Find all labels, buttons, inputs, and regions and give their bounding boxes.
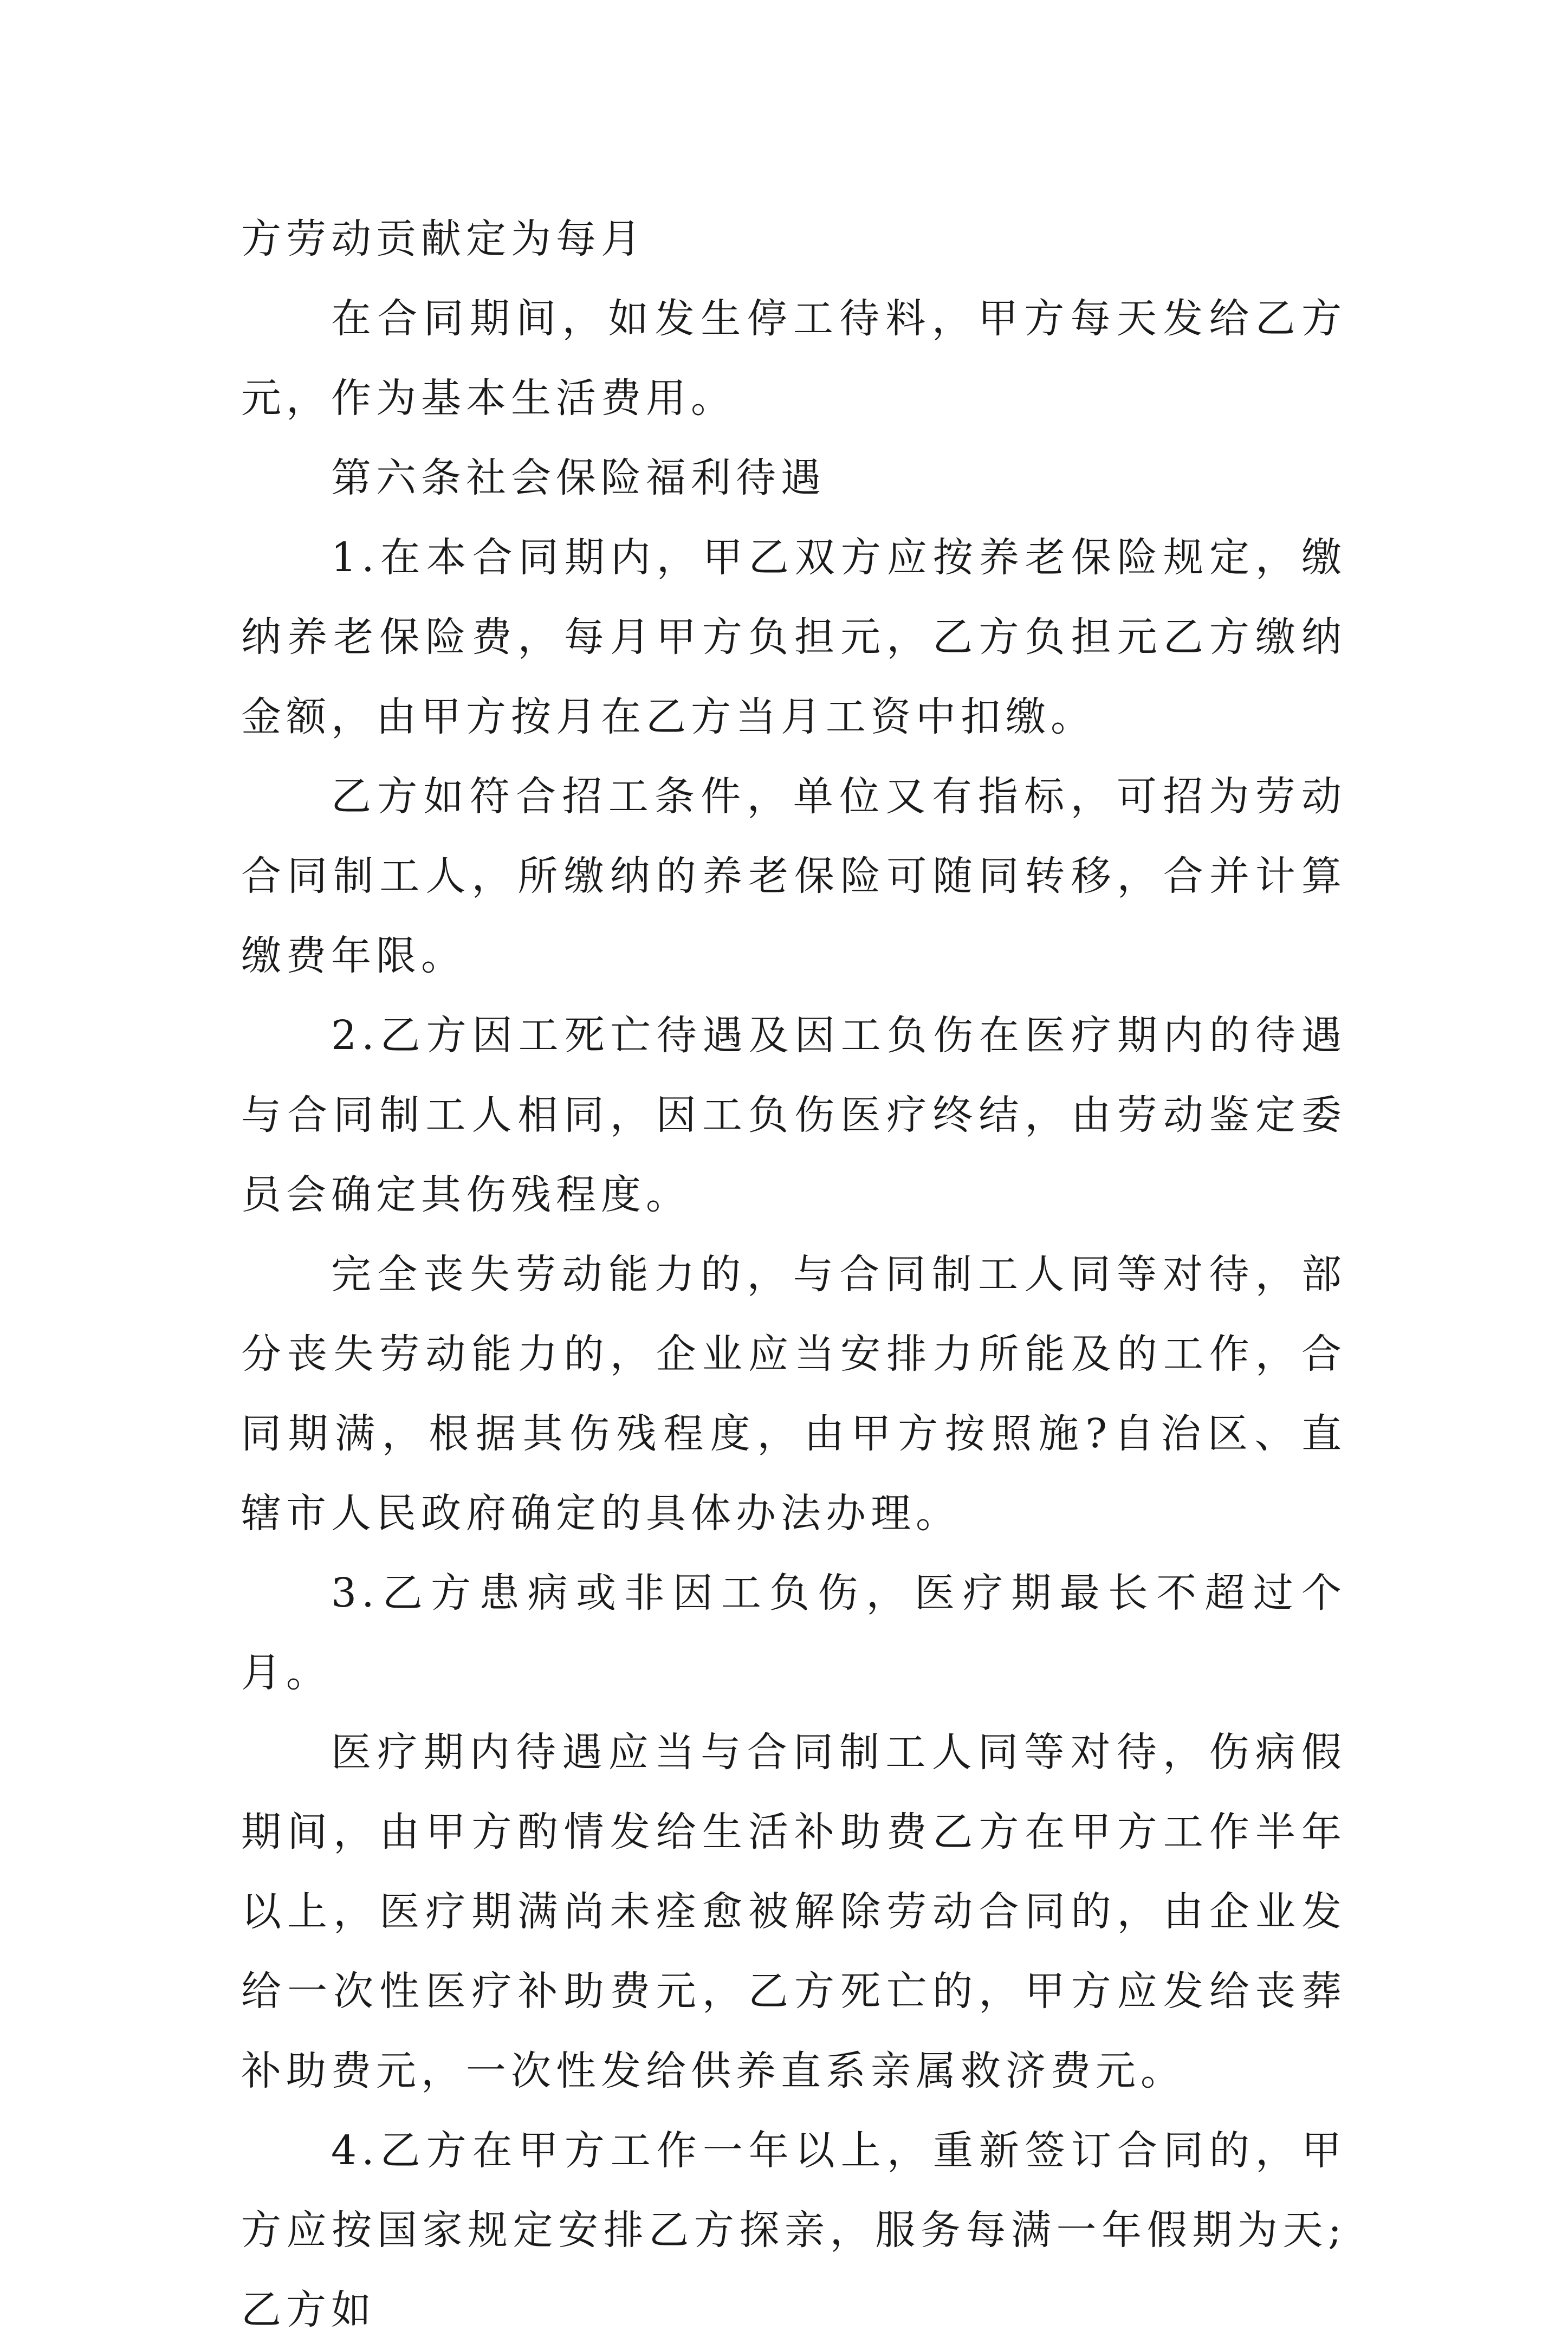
paragraph-7: 完全丧失劳动能力的，与合同制工人同等对待，部分丧失劳动能力的，企业应当安排力所能及的工作，合同期满，根据其伤残程度，由甲方按照施?自治区、直辖市人民政府确定的具体办法办理。 <box>241 1251 1346 1537</box>
paragraph-2: 在合同期间，如发生停工待料，甲方每天发给乙方元，作为基本生活费用。 <box>241 295 1346 422</box>
document-body <box>241 199 1346 2350</box>
section-heading: 第六条社会保险福利待遇 <box>331 455 826 501</box>
paragraph-clause-1: 1.在本合同期内，甲乙双方应按养老保险规定，缴纳养老保险费，每月甲方负担元，乙方负担元乙方缴纳金额，由甲方按月在乙方当月工资中扣缴。 <box>241 534 1346 740</box>
paragraph-clause-4: 4.乙方在甲方工作一年以上，重新签订合同的，甲方应按国家规定安排乙方探亲，服务每满一年假期为天;乙方如 <box>241 2127 1346 2333</box>
paragraph-1: 方劳动贡献定为每月 <box>241 216 646 262</box>
paragraph-9: 医疗期内待遇应当与合同制工人同等对待，伤病假期间，由甲方酌情发给生活补助费乙方在甲方工作半年以上，医疗期满尚未痊愈被解除劳动合同的，由企业发给一次性医疗补助费元，乙方死亡的，甲方应发给丧葬补助费元，一次性发给供养直系亲属救济费元。 <box>241 1729 1346 2094</box>
paragraph-5: 乙方如符合招工条件，单位又有指标，可招为劳动合同制工人，所缴纳的养老保险可随同转移，合并计算缴费年限。 <box>241 773 1346 979</box>
paragraph-clause-3: 3.乙方患病或非因工负伤，医疗期最长不超过个月。 <box>241 1570 1346 1696</box>
paragraph-clause-2: 2.乙方因工死亡待遇及因工负伤在医疗期内的待遇与合同制工人相同，因工负伤医疗终结，由劳动鉴定委员会确定其伤残程度。 <box>241 1012 1346 1218</box>
